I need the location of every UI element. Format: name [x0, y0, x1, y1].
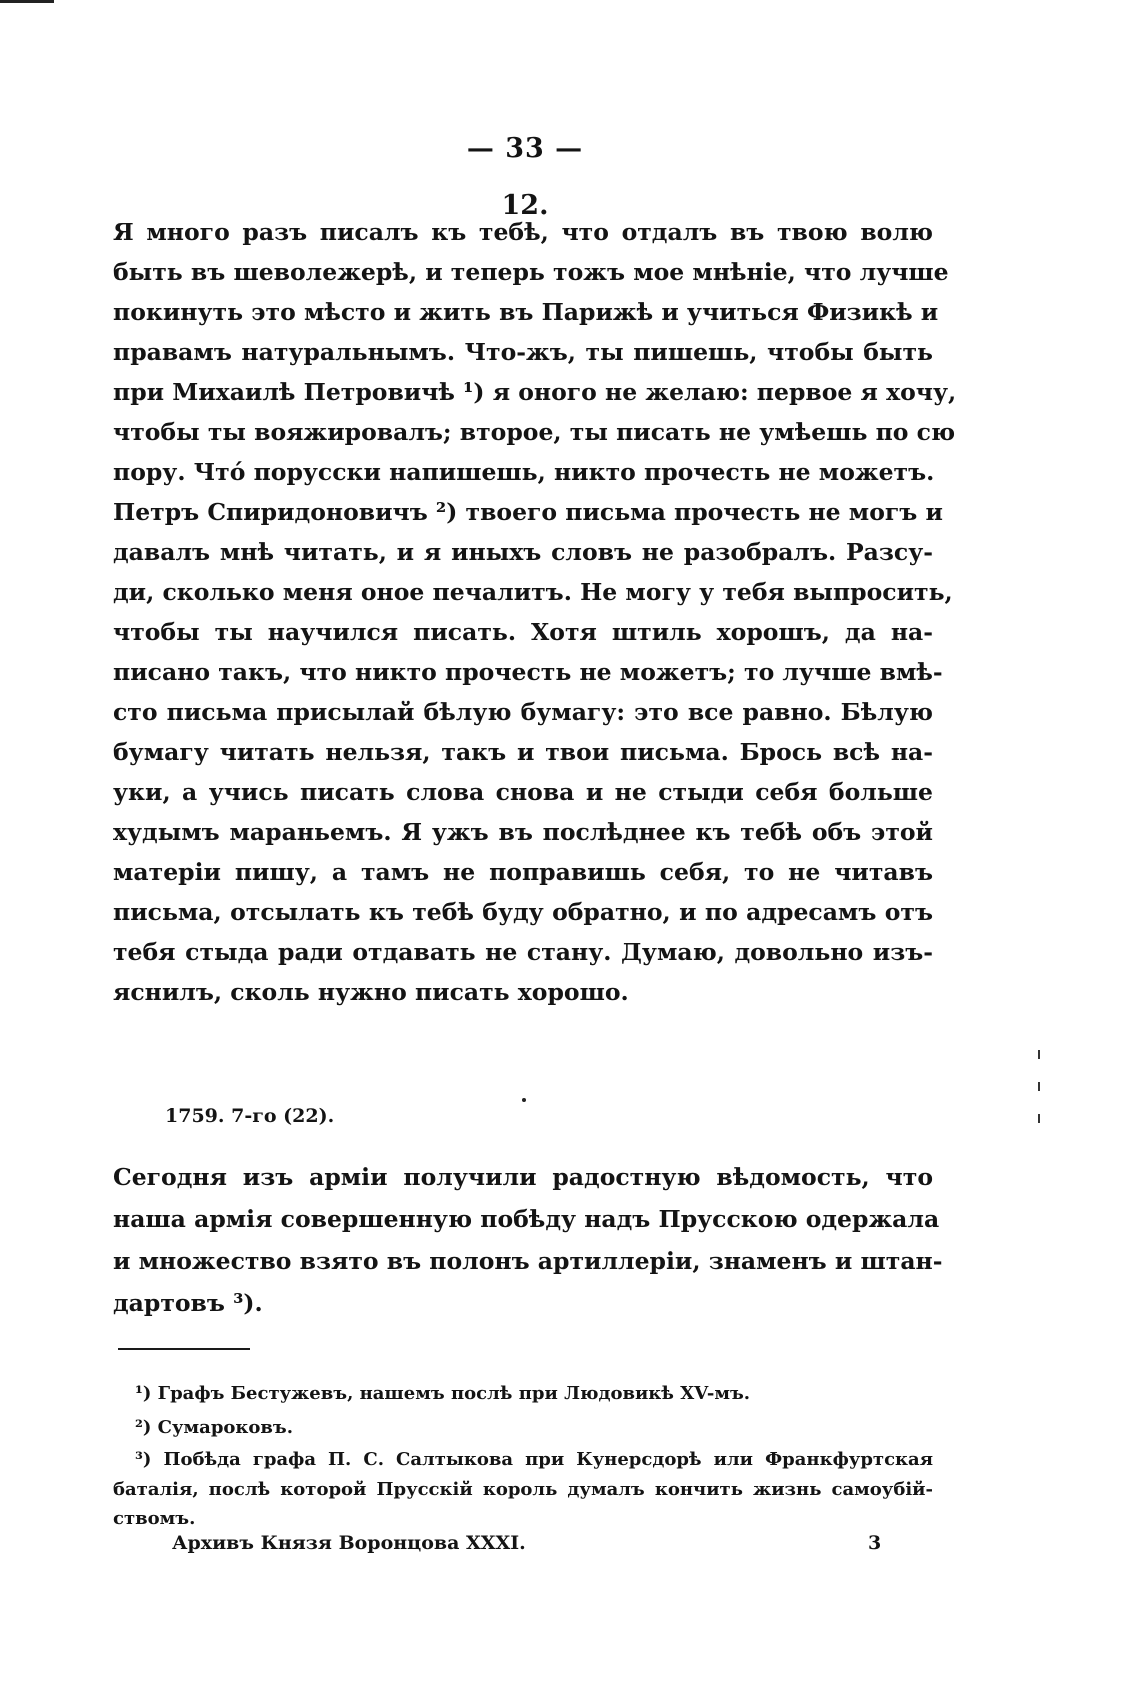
letter-line: чтобы ты вояжировалъ; второе, ты писать не умѣешь по сю	[113, 418, 956, 446]
letter-number: 12.	[501, 190, 549, 221]
page-number: — 33 —	[466, 133, 584, 164]
letter-line: правамъ натуральнымъ. Что-жъ, ты пишешь, чтобы быть	[113, 338, 933, 366]
footnote-divider	[118, 1348, 250, 1350]
footnote: ³) Побѣда графа П. С. Салтыкова при Кунерсдорѣ или Франкфуртская	[135, 1449, 933, 1470]
letter-line: матеріи пишу, а тамъ не поправишь себя, то не читавъ	[113, 858, 933, 886]
letter-line: Петръ Спиридоновичъ ²) твоего письма прочесть не могъ и	[113, 498, 943, 526]
signature-number: 3	[868, 1532, 882, 1554]
letter-line: худымъ мараньемъ. Я ужъ въ послѣднее къ тебѣ объ этой	[113, 818, 933, 846]
paragraph-line: Сегодня изъ арміи получили радостную вѣдомость, что	[113, 1163, 933, 1191]
footnote: ствомъ.	[113, 1508, 196, 1529]
paragraph-line: наша армія совершенную побѣду надъ Прусскою одержала	[113, 1205, 940, 1233]
footnote: ²) Сумароковъ.	[135, 1417, 293, 1438]
signature-title: Архивъ Князя Воронцова XXXI.	[172, 1532, 526, 1554]
letter-line: письма, отсылать къ тебѣ буду обратно, и по адресамъ отъ	[113, 898, 933, 926]
footnote: ¹) Графъ Бестужевъ, нашемъ послѣ при Людовикѣ XV-мъ.	[135, 1383, 751, 1404]
letter-line: тебя стыда ради отдавать не стану. Думаю, довольно изъ-	[113, 938, 933, 966]
letter-date: 1759. 7-го (22).	[165, 1105, 335, 1127]
letter-line: при Михаилѣ Петровичѣ ¹) я оного не желаю: первое я хочу,	[113, 378, 957, 406]
footnote: баталія, послѣ которой Прусскій король думалъ кончить жизнь самоубій-	[113, 1479, 933, 1500]
letter-line: покинуть это мѣсто и жить въ Парижѣ и учиться Физикѣ и	[113, 298, 939, 326]
letter-line: бумагу читать нельзя, такъ и твои письма. Брось всѣ на-	[113, 738, 933, 766]
letter-line: уки, а учись писать слова снова и не стыди себя больше	[113, 778, 933, 806]
margin-mark	[1038, 1050, 1040, 1059]
margin-mark	[1038, 1114, 1040, 1123]
letter-line: яснилъ, сколь нужно писать хорошо.	[113, 978, 629, 1006]
letter-line: чтобы ты научился писать. Хотя штиль хорошъ, да на-	[113, 618, 933, 646]
letter-line: Я много разъ писалъ къ тебѣ, что отдалъ въ твою волю	[113, 218, 933, 246]
paragraph-line: и множество взято въ полонъ артиллеріи, знаменъ и штан-	[113, 1247, 943, 1275]
margin-mark	[1038, 1082, 1040, 1091]
ink-speck	[522, 1098, 526, 1102]
letter-line: сто письма присылай бѣлую бумагу: это все равно. Бѣлую	[113, 698, 933, 726]
letter-line: быть въ шеволежерѣ, и теперь тожъ мое мнѣніе, что лучше	[113, 258, 949, 286]
letter-line: писано такъ, что никто прочесть не можетъ; то лучше вмѣ-	[113, 658, 943, 686]
paragraph-line: дартовъ ³).	[113, 1289, 263, 1317]
letter-line: давалъ мнѣ читать, и я иныхъ словъ не разобралъ. Разсу-	[113, 538, 933, 566]
scan-edge-mark	[0, 0, 54, 3]
letter-line: ди, сколько меня оное печалитъ. Не могу у тебя выпросить,	[113, 578, 953, 606]
letter-line: пору. Что́ порусски напишешь, никто прочесть не можетъ.	[113, 458, 935, 486]
